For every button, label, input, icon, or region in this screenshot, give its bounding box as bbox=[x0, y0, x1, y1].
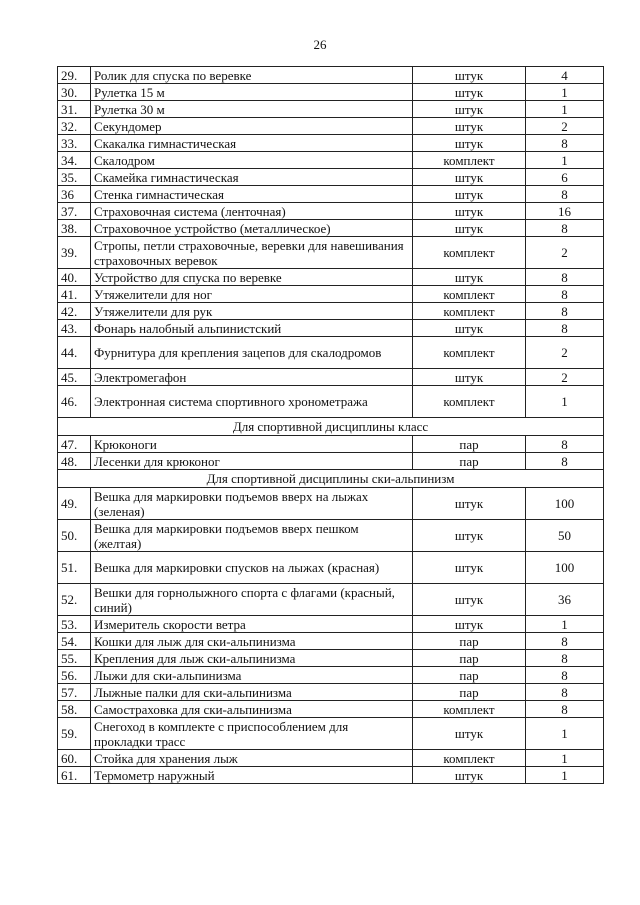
item-unit: штук bbox=[413, 718, 526, 750]
item-name: Секундомер bbox=[91, 118, 413, 135]
item-quantity: 100 bbox=[526, 552, 604, 584]
table-row bbox=[58, 67, 604, 84]
item-name: Скалодром bbox=[91, 152, 413, 169]
item-unit: штук bbox=[413, 101, 526, 118]
item-unit: пар bbox=[413, 684, 526, 701]
table-row bbox=[58, 453, 604, 470]
table-row bbox=[58, 386, 604, 418]
item-number: 44. bbox=[58, 337, 91, 369]
table-row bbox=[58, 520, 604, 552]
item-name: Крюконоги bbox=[91, 436, 413, 453]
item-quantity: 16 bbox=[526, 203, 604, 220]
item-unit: комплект bbox=[413, 750, 526, 767]
item-unit: комплект bbox=[413, 337, 526, 369]
item-unit: комплект bbox=[413, 286, 526, 303]
item-number: 30. bbox=[58, 84, 91, 101]
item-quantity: 2 bbox=[526, 237, 604, 269]
item-quantity: 1 bbox=[526, 101, 604, 118]
item-number: 49. bbox=[58, 488, 91, 520]
item-unit: пар bbox=[413, 633, 526, 650]
item-quantity: 8 bbox=[526, 701, 604, 718]
item-quantity: 1 bbox=[526, 386, 604, 418]
item-quantity: 2 bbox=[526, 337, 604, 369]
item-unit: штук bbox=[413, 488, 526, 520]
item-number: 56. bbox=[58, 667, 91, 684]
section-header-row bbox=[58, 470, 604, 488]
item-quantity: 6 bbox=[526, 169, 604, 186]
item-number: 43. bbox=[58, 320, 91, 337]
item-quantity: 100 bbox=[526, 488, 604, 520]
item-unit: пар bbox=[413, 436, 526, 453]
page-number: 26 bbox=[313, 37, 327, 52]
table-row bbox=[58, 169, 604, 186]
item-unit: комплект bbox=[413, 237, 526, 269]
item-number: 40. bbox=[58, 269, 91, 286]
table-row bbox=[58, 186, 604, 203]
table-row bbox=[58, 436, 604, 453]
item-number: 37. bbox=[58, 203, 91, 220]
item-unit: пар bbox=[413, 667, 526, 684]
table-row bbox=[58, 203, 604, 220]
item-number: 52. bbox=[58, 584, 91, 616]
table-row bbox=[58, 650, 604, 667]
table-row bbox=[58, 616, 604, 633]
item-name: Скакалка гимнастическая bbox=[91, 135, 413, 152]
item-name: Лыжи для ски-альпинизма bbox=[91, 667, 413, 684]
item-quantity: 1 bbox=[526, 616, 604, 633]
item-quantity: 1 bbox=[526, 750, 604, 767]
item-name: Рулетка 15 м bbox=[91, 84, 413, 101]
item-unit: штук bbox=[413, 369, 526, 386]
item-number: 29. bbox=[58, 67, 91, 84]
item-quantity: 8 bbox=[526, 220, 604, 237]
item-unit: штук bbox=[413, 767, 526, 784]
item-number: 33. bbox=[58, 135, 91, 152]
item-quantity: 8 bbox=[526, 286, 604, 303]
section-title: Для спортивной дисциплины ски-альпинизм bbox=[58, 470, 604, 488]
item-unit: пар bbox=[413, 650, 526, 667]
item-number: 36 bbox=[58, 186, 91, 203]
table-row bbox=[58, 718, 604, 750]
item-unit: штук bbox=[413, 520, 526, 552]
table-row bbox=[58, 488, 604, 520]
item-number: 34. bbox=[58, 152, 91, 169]
item-quantity: 8 bbox=[526, 436, 604, 453]
item-number: 38. bbox=[58, 220, 91, 237]
item-quantity: 1 bbox=[526, 718, 604, 750]
item-name: Ролик для спуска по веревке bbox=[91, 67, 413, 84]
item-unit: штук bbox=[413, 220, 526, 237]
item-name: Электромегафон bbox=[91, 369, 413, 386]
item-name: Лесенки для крюконог bbox=[91, 453, 413, 470]
item-name: Кошки для лыж для ски-альпинизма bbox=[91, 633, 413, 650]
table-row bbox=[58, 269, 604, 286]
item-unit: пар bbox=[413, 453, 526, 470]
item-name: Самостраховка для ски-альпинизма bbox=[91, 701, 413, 718]
equipment-table bbox=[57, 66, 604, 784]
item-name: Рулетка 30 м bbox=[91, 101, 413, 118]
item-quantity: 1 bbox=[526, 152, 604, 169]
item-unit: штук bbox=[413, 118, 526, 135]
item-unit: штук bbox=[413, 67, 526, 84]
item-quantity: 8 bbox=[526, 303, 604, 320]
item-quantity: 8 bbox=[526, 269, 604, 286]
equipment-table-body bbox=[58, 67, 604, 784]
item-quantity: 1 bbox=[526, 767, 604, 784]
item-quantity: 36 bbox=[526, 584, 604, 616]
item-name: Страховочное устройство (металлическое) bbox=[91, 220, 413, 237]
table-row bbox=[58, 552, 604, 584]
item-name: Фурнитура для крепления зацепов для скалодромов bbox=[91, 337, 413, 369]
item-unit: штук bbox=[413, 552, 526, 584]
item-name: Страховочная система (ленточная) bbox=[91, 203, 413, 220]
table-row bbox=[58, 584, 604, 616]
item-unit: комплект bbox=[413, 386, 526, 418]
table-row bbox=[58, 135, 604, 152]
item-quantity: 50 bbox=[526, 520, 604, 552]
item-name: Вешки для горнолыжного спорта с флагами (красный, синий) bbox=[91, 584, 413, 616]
table-row bbox=[58, 303, 604, 320]
table-row bbox=[58, 701, 604, 718]
table-row bbox=[58, 220, 604, 237]
item-quantity: 8 bbox=[526, 135, 604, 152]
item-number: 53. bbox=[58, 616, 91, 633]
item-name: Стенка гимнастическая bbox=[91, 186, 413, 203]
item-number: 31. bbox=[58, 101, 91, 118]
item-unit: штук bbox=[413, 135, 526, 152]
item-quantity: 8 bbox=[526, 650, 604, 667]
table-row bbox=[58, 337, 604, 369]
item-quantity: 2 bbox=[526, 118, 604, 135]
item-name: Фонарь налобный альпинистский bbox=[91, 320, 413, 337]
item-number: 57. bbox=[58, 684, 91, 701]
table-row bbox=[58, 633, 604, 650]
table-row bbox=[58, 101, 604, 118]
item-name: Устройство для спуска по веревке bbox=[91, 269, 413, 286]
item-number: 32. bbox=[58, 118, 91, 135]
item-quantity: 8 bbox=[526, 453, 604, 470]
item-unit: комплект bbox=[413, 303, 526, 320]
section-title: Для спортивной дисциплины класс bbox=[58, 418, 604, 436]
item-number: 46. bbox=[58, 386, 91, 418]
item-name: Крепления для лыж ски-альпинизма bbox=[91, 650, 413, 667]
item-number: 54. bbox=[58, 633, 91, 650]
item-quantity: 8 bbox=[526, 186, 604, 203]
item-number: 51. bbox=[58, 552, 91, 584]
item-unit: штук bbox=[413, 269, 526, 286]
item-number: 41. bbox=[58, 286, 91, 303]
item-number: 47. bbox=[58, 436, 91, 453]
item-name: Утяжелители для рук bbox=[91, 303, 413, 320]
item-number: 35. bbox=[58, 169, 91, 186]
table-row bbox=[58, 286, 604, 303]
item-number: 59. bbox=[58, 718, 91, 750]
item-unit: штук bbox=[413, 169, 526, 186]
item-name: Стропы, петли страховочные, веревки для навешивания страховочных веревок bbox=[91, 237, 413, 269]
item-number: 45. bbox=[58, 369, 91, 386]
item-number: 61. bbox=[58, 767, 91, 784]
item-quantity: 2 bbox=[526, 369, 604, 386]
item-quantity: 8 bbox=[526, 320, 604, 337]
item-unit: штук bbox=[413, 186, 526, 203]
item-unit: штук bbox=[413, 584, 526, 616]
table-row bbox=[58, 84, 604, 101]
table-row bbox=[58, 750, 604, 767]
item-unit: штук bbox=[413, 616, 526, 633]
item-number: 39. bbox=[58, 237, 91, 269]
item-number: 58. bbox=[58, 701, 91, 718]
item-number: 42. bbox=[58, 303, 91, 320]
item-name: Утяжелители для ног bbox=[91, 286, 413, 303]
table-row bbox=[58, 237, 604, 269]
item-number: 55. bbox=[58, 650, 91, 667]
item-quantity: 8 bbox=[526, 667, 604, 684]
item-number: 48. bbox=[58, 453, 91, 470]
item-unit: штук bbox=[413, 84, 526, 101]
item-unit: комплект bbox=[413, 152, 526, 169]
item-unit: комплект bbox=[413, 701, 526, 718]
item-name: Скамейка гимнастическая bbox=[91, 169, 413, 186]
item-name: Электронная система спортивного хронометража bbox=[91, 386, 413, 418]
item-quantity: 8 bbox=[526, 633, 604, 650]
item-number: 60. bbox=[58, 750, 91, 767]
item-quantity: 1 bbox=[526, 84, 604, 101]
item-name: Вешка для маркировки подъемов вверх пешком (желтая) bbox=[91, 520, 413, 552]
item-quantity: 8 bbox=[526, 684, 604, 701]
item-unit: штук bbox=[413, 320, 526, 337]
item-number: 50. bbox=[58, 520, 91, 552]
item-name: Снегоход в комплекте с приспособлением для прокладки трасс bbox=[91, 718, 413, 750]
item-name: Лыжные палки для ски-альпинизма bbox=[91, 684, 413, 701]
table-row bbox=[58, 667, 604, 684]
item-name: Вешка для маркировки подъемов вверх на лыжах (зеленая) bbox=[91, 488, 413, 520]
item-name: Термометр наружный bbox=[91, 767, 413, 784]
item-quantity: 4 bbox=[526, 67, 604, 84]
table-row bbox=[58, 152, 604, 169]
item-name: Измеритель скорости ветра bbox=[91, 616, 413, 633]
table-row bbox=[58, 320, 604, 337]
table-row bbox=[58, 684, 604, 701]
section-header-row bbox=[58, 418, 604, 436]
table-row bbox=[58, 118, 604, 135]
item-name: Стойка для хранения лыж bbox=[91, 750, 413, 767]
table-row bbox=[58, 369, 604, 386]
table-row bbox=[58, 767, 604, 784]
item-unit: штук bbox=[413, 203, 526, 220]
item-name: Вешка для маркировки спусков на лыжах (красная) bbox=[91, 552, 413, 584]
